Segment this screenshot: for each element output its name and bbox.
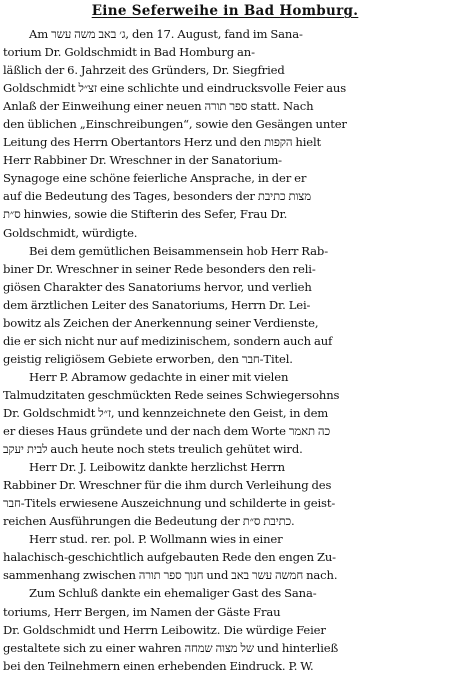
text-line: er dieses Haus gründete und der nach dem Worte כה תאמר — [3, 424, 330, 439]
text-line: Herr stud. rer. pol. P. Wollmann wies in einer — [29, 532, 283, 547]
text-line: Herr Dr. J. Leibowitz dankte herzlichst Herrn — [29, 460, 285, 475]
article-body — [3, 25, 447, 675]
text-line: bei den Teilnehmern einen erhebenden Eindruck. P. W. — [3, 658, 314, 673]
article-paragraph — [3, 25, 447, 242]
text-line: חבר-Titels erwiesene Auszeichnung und schilderte in geist- — [3, 496, 336, 511]
text-line: läßlich der 6. Jahrzeit des Gründers, Dr. Siegfried — [3, 63, 285, 78]
text-line: torium Dr. Goldschmidt in Bad Homburg an- — [3, 45, 255, 60]
article-paragraph — [3, 368, 447, 458]
article-paragraph — [3, 584, 447, 674]
article-headline — [3, 2, 447, 20]
text-line: Herr P. Abramow gedachte in einer mit vielen — [29, 369, 289, 384]
text-line: Dr. Goldschmidt ז״ל, und kennzeichnete den Geist, in dem — [3, 405, 329, 420]
text-line: לבית יעקב auch heute noch stets treulich gehütet wird. — [3, 442, 303, 457]
article-paragraph — [3, 458, 447, 530]
text-line: Goldschmidt זצ״ל eine schlichte und eindrucksvolle Feier aus — [3, 81, 347, 96]
text-line: Am ג׳ באב משה עשר, den 17. August, fand im Sana- — [29, 27, 303, 41]
text-line: reichen Ausführungen die Bedeutung der כתיבת ס״ת. — [3, 514, 295, 529]
newspaper-article — [3, 2, 447, 675]
text-line: Dr. Goldschmidt und Herrn Leibowitz. Die würdige Feier — [3, 622, 326, 637]
text-line: dem ärztlichen Leiter des Sanatoriums, Herrn Dr. Lei- — [3, 297, 311, 312]
text-line: bowitz als Zeichen der Anerkennung seiner Verdienste, — [3, 315, 319, 330]
text-line: Synagoge eine schöne feierliche Ansprache, in der er — [3, 171, 307, 186]
text-line: gestaltete sich zu einer wahren של מצוה שמחה und hinterließ — [3, 640, 339, 655]
text-line: auf die Bedeutung des Tages, besonders der מצות כתיבת — [3, 189, 311, 204]
text-line: giösen Charakter des Sanatoriums hervor, und verlieh — [3, 279, 312, 294]
text-line: toriums, Herr Bergen, im Namen der Gäste Frau — [3, 604, 281, 619]
text-line: Zum Schluß dankte ein ehemaliger Gast des Sana- — [29, 586, 317, 601]
text-line: Bei dem gemütlichen Beisammensein hob Herr Rab- — [29, 243, 328, 258]
text-line: biner Dr. Wreschner in seiner Rede besonders den reli- — [3, 261, 316, 276]
text-line: Goldschmidt, würdigte. — [3, 225, 138, 240]
text-line: die er sich nicht nur auf medizinischem, sondern auch auf — [3, 333, 333, 348]
text-line: Rabbiner Dr. Wreschner für die ihm durch Verleihung des — [3, 478, 332, 493]
text-line: halachisch-geschichtlich aufgebauten Rede den engen Zu- — [3, 550, 336, 565]
text-line: ס״ת hinwies, sowie die Stifterin des Sefer, Frau Dr. — [3, 207, 288, 222]
text-line: Anlaß der Einweihung einer neuen ספר תורה statt. Nach — [3, 99, 314, 114]
text-line: geistig religiösem Gebiete erworben, den חבר-Titel. — [3, 351, 293, 366]
text-line: Herr Rabbiner Dr. Wreschner in der Sanatorium- — [3, 153, 282, 168]
text-line: Leitung des Herrn Obertantors Herz und den הקפות hielt — [3, 135, 322, 150]
article-paragraph — [3, 530, 447, 584]
text-line: den üblichen „Einschreibungen“, sowie den Gesängen unter — [3, 117, 347, 132]
article-headline-text: Eine Seferweihe in Bad Homburg. — [91, 3, 359, 19]
article-paragraph — [3, 242, 447, 368]
text-line: sammenhang zwischen חנוך ספר תורה und חמשה עשר באב nach. — [3, 568, 338, 583]
text-line: Talmudzitaten geschmückten Rede seines Schwiegersohns — [3, 387, 340, 402]
